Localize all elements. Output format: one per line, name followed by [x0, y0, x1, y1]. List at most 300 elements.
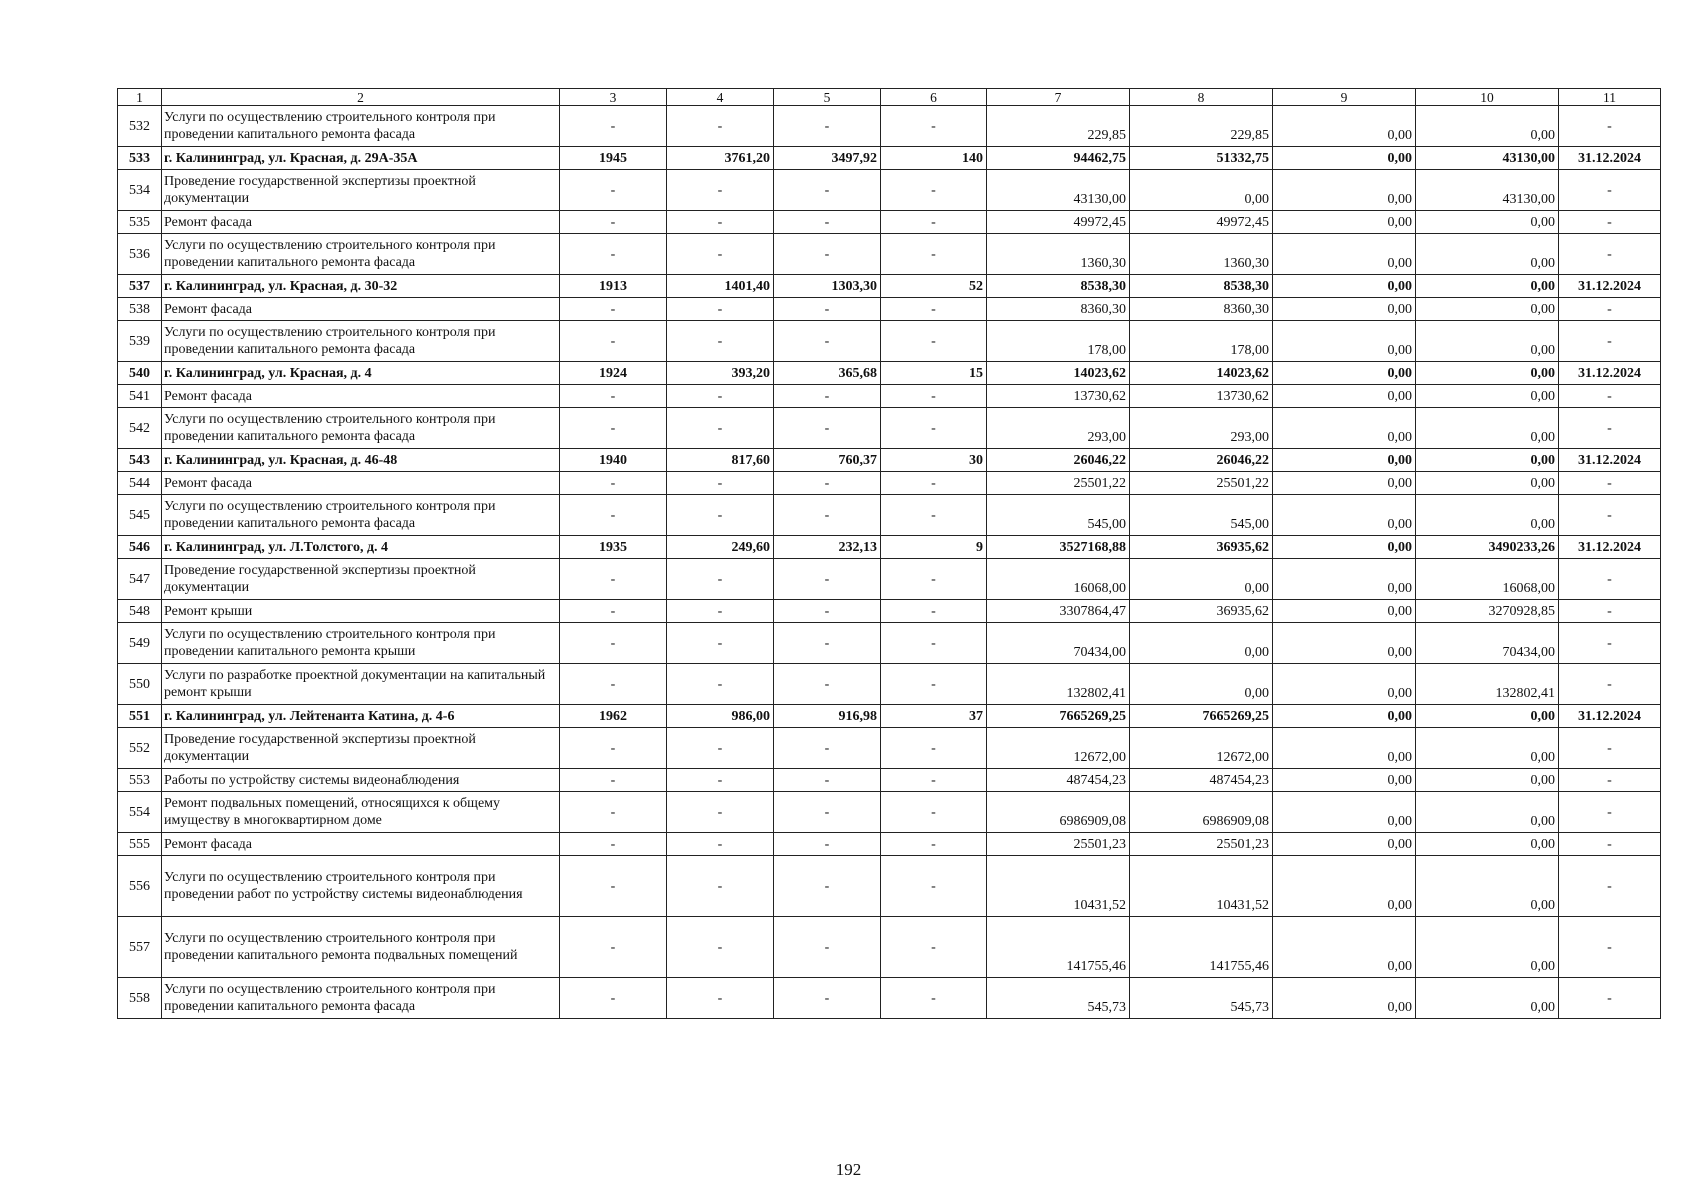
- residents-count-cell: -: [881, 298, 987, 321]
- budget-cost-cell: 0,00: [1273, 917, 1416, 978]
- living-area-cell: -: [774, 600, 881, 623]
- living-area-cell: -: [774, 106, 881, 147]
- work-description-cell: г. Калининград, ул. Л.Толстого, д. 4: [162, 536, 560, 559]
- column-number-header: 6: [881, 89, 987, 106]
- work-description-cell: Ремонт фасада: [162, 833, 560, 856]
- living-area-cell: -: [774, 298, 881, 321]
- build-year-cell: -: [560, 321, 667, 362]
- completion-date-cell: -: [1559, 321, 1661, 362]
- total-cost-cell: 3307864,47: [987, 600, 1130, 623]
- build-year-cell: 1935: [560, 536, 667, 559]
- budget-cost-cell: 0,00: [1273, 792, 1416, 833]
- living-area-cell: 1303,30: [774, 275, 881, 298]
- table-body: [118, 89, 1661, 1019]
- completion-date-cell: 31.12.2024: [1559, 275, 1661, 298]
- column-number-header: 7: [987, 89, 1130, 106]
- row-number-cell: 556: [118, 856, 162, 917]
- table-row: [118, 234, 1661, 275]
- work-description-cell: Услуги по осуществлению строительного контроля при проведении капитального ремонта фасада: [162, 408, 560, 449]
- work-description-cell: Проведение государственной экспертизы проектной документации: [162, 170, 560, 211]
- total-area-cell: 1401,40: [667, 275, 774, 298]
- completion-date-cell: -: [1559, 792, 1661, 833]
- residents-count-cell: -: [881, 385, 987, 408]
- build-year-cell: -: [560, 600, 667, 623]
- residents-count-cell: 15: [881, 362, 987, 385]
- budget-cost-cell: 0,00: [1273, 600, 1416, 623]
- total-cost-cell: 545,73: [987, 978, 1130, 1019]
- fund-cost-cell: 25501,23: [1130, 833, 1273, 856]
- other-cost-cell: 132802,41: [1416, 664, 1559, 705]
- total-cost-cell: 12672,00: [987, 728, 1130, 769]
- total-area-cell: -: [667, 917, 774, 978]
- total-area-cell: -: [667, 385, 774, 408]
- fund-cost-cell: 0,00: [1130, 170, 1273, 211]
- table-row: [118, 495, 1661, 536]
- build-year-cell: -: [560, 833, 667, 856]
- other-cost-cell: 70434,00: [1416, 623, 1559, 664]
- total-cost-cell: 7665269,25: [987, 705, 1130, 728]
- completion-date-cell: -: [1559, 917, 1661, 978]
- total-area-cell: 817,60: [667, 449, 774, 472]
- total-area-cell: -: [667, 623, 774, 664]
- row-number-cell: 542: [118, 408, 162, 449]
- fund-cost-cell: 0,00: [1130, 559, 1273, 600]
- other-cost-cell: 0,00: [1416, 833, 1559, 856]
- budget-cost-cell: 0,00: [1273, 321, 1416, 362]
- work-description-cell: Услуги по осуществлению строительного контроля при проведении капитального ремонта фасада: [162, 234, 560, 275]
- table-row: [118, 833, 1661, 856]
- total-area-cell: -: [667, 170, 774, 211]
- residents-count-cell: 30: [881, 449, 987, 472]
- budget-cost-cell: 0,00: [1273, 856, 1416, 917]
- other-cost-cell: 0,00: [1416, 495, 1559, 536]
- fund-cost-cell: 25501,22: [1130, 472, 1273, 495]
- other-cost-cell: 0,00: [1416, 234, 1559, 275]
- total-cost-cell: 26046,22: [987, 449, 1130, 472]
- capital-repair-table: [117, 88, 1661, 1019]
- living-area-cell: 760,37: [774, 449, 881, 472]
- living-area-cell: -: [774, 856, 881, 917]
- build-year-cell: 1924: [560, 362, 667, 385]
- residents-count-cell: -: [881, 856, 987, 917]
- living-area-cell: -: [774, 495, 881, 536]
- fund-cost-cell: 0,00: [1130, 664, 1273, 705]
- budget-cost-cell: 0,00: [1273, 728, 1416, 769]
- build-year-cell: -: [560, 978, 667, 1019]
- fund-cost-cell: 8538,30: [1130, 275, 1273, 298]
- row-number-cell: 557: [118, 917, 162, 978]
- other-cost-cell: 0,00: [1416, 211, 1559, 234]
- other-cost-cell: 3270928,85: [1416, 600, 1559, 623]
- residents-count-cell: -: [881, 234, 987, 275]
- other-cost-cell: 3490233,26: [1416, 536, 1559, 559]
- total-cost-cell: 70434,00: [987, 623, 1130, 664]
- total-cost-cell: 293,00: [987, 408, 1130, 449]
- total-area-cell: -: [667, 495, 774, 536]
- budget-cost-cell: 0,00: [1273, 495, 1416, 536]
- fund-cost-cell: 6986909,08: [1130, 792, 1273, 833]
- table-row: [118, 559, 1661, 600]
- total-cost-cell: 94462,75: [987, 147, 1130, 170]
- completion-date-cell: 31.12.2024: [1559, 449, 1661, 472]
- living-area-cell: 916,98: [774, 705, 881, 728]
- living-area-cell: -: [774, 385, 881, 408]
- residents-count-cell: -: [881, 728, 987, 769]
- total-cost-cell: 178,00: [987, 321, 1130, 362]
- fund-cost-cell: 36935,62: [1130, 600, 1273, 623]
- row-number-cell: 551: [118, 705, 162, 728]
- residents-count-cell: -: [881, 623, 987, 664]
- row-number-cell: 538: [118, 298, 162, 321]
- row-number-cell: 536: [118, 234, 162, 275]
- row-number-cell: 554: [118, 792, 162, 833]
- living-area-cell: -: [774, 728, 881, 769]
- column-number-header-row: [118, 89, 1661, 106]
- completion-date-cell: -: [1559, 408, 1661, 449]
- completion-date-cell: -: [1559, 833, 1661, 856]
- row-number-cell: 533: [118, 147, 162, 170]
- work-description-cell: Услуги по осуществлению строительного контроля при проведении капитального ремонта крыши: [162, 623, 560, 664]
- column-number-header: 5: [774, 89, 881, 106]
- fund-cost-cell: 545,73: [1130, 978, 1273, 1019]
- completion-date-cell: -: [1559, 495, 1661, 536]
- total-cost-cell: 25501,23: [987, 833, 1130, 856]
- other-cost-cell: 0,00: [1416, 449, 1559, 472]
- residents-count-cell: -: [881, 833, 987, 856]
- completion-date-cell: -: [1559, 856, 1661, 917]
- build-year-cell: -: [560, 559, 667, 600]
- work-description-cell: Ремонт фасада: [162, 472, 560, 495]
- budget-cost-cell: 0,00: [1273, 833, 1416, 856]
- build-year-cell: -: [560, 917, 667, 978]
- other-cost-cell: 16068,00: [1416, 559, 1559, 600]
- row-number-cell: 552: [118, 728, 162, 769]
- row-number-cell: 532: [118, 106, 162, 147]
- fund-cost-cell: 0,00: [1130, 623, 1273, 664]
- living-area-cell: -: [774, 769, 881, 792]
- residents-count-cell: -: [881, 917, 987, 978]
- completion-date-cell: -: [1559, 170, 1661, 211]
- budget-cost-cell: 0,00: [1273, 298, 1416, 321]
- living-area-cell: 232,13: [774, 536, 881, 559]
- total-area-cell: -: [667, 106, 774, 147]
- table-row: [118, 106, 1661, 147]
- fund-cost-cell: 51332,75: [1130, 147, 1273, 170]
- fund-cost-cell: 487454,23: [1130, 769, 1273, 792]
- completion-date-cell: -: [1559, 298, 1661, 321]
- total-cost-cell: 1360,30: [987, 234, 1130, 275]
- completion-date-cell: -: [1559, 978, 1661, 1019]
- completion-date-cell: -: [1559, 234, 1661, 275]
- column-number-header: 2: [162, 89, 560, 106]
- fund-cost-cell: 1360,30: [1130, 234, 1273, 275]
- work-description-cell: Проведение государственной экспертизы проектной документации: [162, 728, 560, 769]
- living-area-cell: -: [774, 978, 881, 1019]
- address-row: [118, 275, 1661, 298]
- residents-count-cell: -: [881, 664, 987, 705]
- residents-count-cell: -: [881, 472, 987, 495]
- table-row: [118, 978, 1661, 1019]
- column-number-header: 11: [1559, 89, 1661, 106]
- row-number-cell: 547: [118, 559, 162, 600]
- living-area-cell: 365,68: [774, 362, 881, 385]
- build-year-cell: 1940: [560, 449, 667, 472]
- work-description-cell: Услуги по разработке проектной документации на капитальный ремонт крыши: [162, 664, 560, 705]
- budget-cost-cell: 0,00: [1273, 385, 1416, 408]
- address-row: [118, 147, 1661, 170]
- row-number-cell: 545: [118, 495, 162, 536]
- work-description-cell: Ремонт фасада: [162, 298, 560, 321]
- budget-cost-cell: 0,00: [1273, 536, 1416, 559]
- residents-count-cell: -: [881, 600, 987, 623]
- address-row: [118, 536, 1661, 559]
- table-row: [118, 321, 1661, 362]
- row-number-cell: 549: [118, 623, 162, 664]
- living-area-cell: -: [774, 792, 881, 833]
- residents-count-cell: 52: [881, 275, 987, 298]
- total-area-cell: -: [667, 769, 774, 792]
- completion-date-cell: 31.12.2024: [1559, 362, 1661, 385]
- completion-date-cell: -: [1559, 211, 1661, 234]
- work-description-cell: Проведение государственной экспертизы проектной документации: [162, 559, 560, 600]
- table-row: [118, 298, 1661, 321]
- work-description-cell: г. Калининград, ул. Красная, д. 30-32: [162, 275, 560, 298]
- row-number-cell: 550: [118, 664, 162, 705]
- other-cost-cell: 0,00: [1416, 769, 1559, 792]
- table-row: [118, 664, 1661, 705]
- residents-count-cell: -: [881, 495, 987, 536]
- residents-count-cell: 9: [881, 536, 987, 559]
- build-year-cell: 1913: [560, 275, 667, 298]
- living-area-cell: -: [774, 321, 881, 362]
- column-number-header: 3: [560, 89, 667, 106]
- column-number-header: 10: [1416, 89, 1559, 106]
- budget-cost-cell: 0,00: [1273, 211, 1416, 234]
- fund-cost-cell: 229,85: [1130, 106, 1273, 147]
- budget-cost-cell: 0,00: [1273, 978, 1416, 1019]
- living-area-cell: -: [774, 664, 881, 705]
- total-area-cell: -: [667, 472, 774, 495]
- build-year-cell: -: [560, 211, 667, 234]
- fund-cost-cell: 13730,62: [1130, 385, 1273, 408]
- budget-cost-cell: 0,00: [1273, 275, 1416, 298]
- work-description-cell: Ремонт подвальных помещений, относящихся к общему имуществу в многоквартирном доме: [162, 792, 560, 833]
- residents-count-cell: 140: [881, 147, 987, 170]
- fund-cost-cell: 8360,30: [1130, 298, 1273, 321]
- total-area-cell: -: [667, 833, 774, 856]
- total-area-cell: 393,20: [667, 362, 774, 385]
- total-cost-cell: 13730,62: [987, 385, 1130, 408]
- total-cost-cell: 141755,46: [987, 917, 1130, 978]
- build-year-cell: -: [560, 408, 667, 449]
- other-cost-cell: 0,00: [1416, 385, 1559, 408]
- build-year-cell: -: [560, 664, 667, 705]
- budget-cost-cell: 0,00: [1273, 106, 1416, 147]
- residents-count-cell: -: [881, 321, 987, 362]
- budget-cost-cell: 0,00: [1273, 769, 1416, 792]
- work-description-cell: Ремонт фасада: [162, 385, 560, 408]
- column-number-header: 1: [118, 89, 162, 106]
- living-area-cell: -: [774, 408, 881, 449]
- total-area-cell: 249,60: [667, 536, 774, 559]
- total-cost-cell: 8360,30: [987, 298, 1130, 321]
- budget-cost-cell: 0,00: [1273, 234, 1416, 275]
- living-area-cell: -: [774, 211, 881, 234]
- completion-date-cell: -: [1559, 728, 1661, 769]
- budget-cost-cell: 0,00: [1273, 449, 1416, 472]
- budget-cost-cell: 0,00: [1273, 472, 1416, 495]
- work-description-cell: г. Калининград, ул. Лейтенанта Катина, д. 4-6: [162, 705, 560, 728]
- other-cost-cell: 0,00: [1416, 275, 1559, 298]
- budget-cost-cell: 0,00: [1273, 147, 1416, 170]
- row-number-cell: 548: [118, 600, 162, 623]
- build-year-cell: -: [560, 298, 667, 321]
- other-cost-cell: 0,00: [1416, 978, 1559, 1019]
- living-area-cell: -: [774, 170, 881, 211]
- residents-count-cell: -: [881, 408, 987, 449]
- table-row: [118, 769, 1661, 792]
- completion-date-cell: -: [1559, 559, 1661, 600]
- row-number-cell: 558: [118, 978, 162, 1019]
- column-number-header: 4: [667, 89, 774, 106]
- row-number-cell: 534: [118, 170, 162, 211]
- other-cost-cell: 0,00: [1416, 792, 1559, 833]
- total-area-cell: -: [667, 978, 774, 1019]
- other-cost-cell: 0,00: [1416, 917, 1559, 978]
- other-cost-cell: 43130,00: [1416, 147, 1559, 170]
- row-number-cell: 540: [118, 362, 162, 385]
- total-area-cell: -: [667, 298, 774, 321]
- row-number-cell: 535: [118, 211, 162, 234]
- fund-cost-cell: 49972,45: [1130, 211, 1273, 234]
- page-number: 192: [835, 1160, 862, 1179]
- total-area-cell: -: [667, 211, 774, 234]
- work-description-cell: Услуги по осуществлению строительного контроля при проведении капитального ремонта подвальных помещений: [162, 917, 560, 978]
- fund-cost-cell: 7665269,25: [1130, 705, 1273, 728]
- budget-cost-cell: 0,00: [1273, 705, 1416, 728]
- work-description-cell: Услуги по осуществлению строительного контроля при проведении капитального ремонта фасада: [162, 106, 560, 147]
- table-row: [118, 600, 1661, 623]
- other-cost-cell: 0,00: [1416, 472, 1559, 495]
- residents-count-cell: 37: [881, 705, 987, 728]
- work-description-cell: Услуги по осуществлению строительного контроля при проведении капитального ремонта фасада: [162, 978, 560, 1019]
- total-cost-cell: 10431,52: [987, 856, 1130, 917]
- build-year-cell: -: [560, 472, 667, 495]
- total-cost-cell: 49972,45: [987, 211, 1130, 234]
- column-number-header: 8: [1130, 89, 1273, 106]
- living-area-cell: -: [774, 833, 881, 856]
- fund-cost-cell: 141755,46: [1130, 917, 1273, 978]
- completion-date-cell: 31.12.2024: [1559, 536, 1661, 559]
- total-area-cell: -: [667, 559, 774, 600]
- other-cost-cell: 0,00: [1416, 408, 1559, 449]
- residents-count-cell: -: [881, 170, 987, 211]
- total-area-cell: 3761,20: [667, 147, 774, 170]
- work-description-cell: г. Калининград, ул. Красная, д. 4: [162, 362, 560, 385]
- living-area-cell: -: [774, 472, 881, 495]
- table-row: [118, 623, 1661, 664]
- build-year-cell: -: [560, 106, 667, 147]
- build-year-cell: -: [560, 856, 667, 917]
- work-description-cell: Работы по устройству системы видеонаблюдения: [162, 769, 560, 792]
- budget-cost-cell: 0,00: [1273, 623, 1416, 664]
- other-cost-cell: 0,00: [1416, 705, 1559, 728]
- residents-count-cell: -: [881, 769, 987, 792]
- total-cost-cell: 16068,00: [987, 559, 1130, 600]
- total-cost-cell: 487454,23: [987, 769, 1130, 792]
- other-cost-cell: 0,00: [1416, 298, 1559, 321]
- other-cost-cell: 0,00: [1416, 362, 1559, 385]
- table-row: [118, 170, 1661, 211]
- row-number-cell: 546: [118, 536, 162, 559]
- fund-cost-cell: 26046,22: [1130, 449, 1273, 472]
- build-year-cell: -: [560, 234, 667, 275]
- build-year-cell: -: [560, 623, 667, 664]
- completion-date-cell: -: [1559, 600, 1661, 623]
- work-description-cell: г. Калининград, ул. Красная, д. 46-48: [162, 449, 560, 472]
- total-cost-cell: 229,85: [987, 106, 1130, 147]
- build-year-cell: -: [560, 495, 667, 536]
- total-cost-cell: 6986909,08: [987, 792, 1130, 833]
- fund-cost-cell: 14023,62: [1130, 362, 1273, 385]
- total-area-cell: -: [667, 664, 774, 705]
- total-cost-cell: 25501,22: [987, 472, 1130, 495]
- living-area-cell: 3497,92: [774, 147, 881, 170]
- work-description-cell: Услуги по осуществлению строительного контроля при проведении работ по устройству системы видеонаблюдения: [162, 856, 560, 917]
- completion-date-cell: -: [1559, 623, 1661, 664]
- total-cost-cell: 3527168,88: [987, 536, 1130, 559]
- living-area-cell: -: [774, 559, 881, 600]
- residents-count-cell: -: [881, 211, 987, 234]
- completion-date-cell: -: [1559, 664, 1661, 705]
- table-row: [118, 728, 1661, 769]
- table-row: [118, 408, 1661, 449]
- budget-cost-cell: 0,00: [1273, 362, 1416, 385]
- budget-cost-cell: 0,00: [1273, 170, 1416, 211]
- row-number-cell: 541: [118, 385, 162, 408]
- other-cost-cell: 0,00: [1416, 321, 1559, 362]
- total-cost-cell: 132802,41: [987, 664, 1130, 705]
- total-area-cell: -: [667, 408, 774, 449]
- budget-cost-cell: 0,00: [1273, 559, 1416, 600]
- budget-cost-cell: 0,00: [1273, 408, 1416, 449]
- build-year-cell: -: [560, 385, 667, 408]
- fund-cost-cell: 10431,52: [1130, 856, 1273, 917]
- other-cost-cell: 0,00: [1416, 106, 1559, 147]
- fund-cost-cell: 36935,62: [1130, 536, 1273, 559]
- residents-count-cell: -: [881, 559, 987, 600]
- fund-cost-cell: 12672,00: [1130, 728, 1273, 769]
- table-row: [118, 917, 1661, 978]
- other-cost-cell: 43130,00: [1416, 170, 1559, 211]
- completion-date-cell: -: [1559, 769, 1661, 792]
- other-cost-cell: 0,00: [1416, 728, 1559, 769]
- fund-cost-cell: 545,00: [1130, 495, 1273, 536]
- build-year-cell: -: [560, 728, 667, 769]
- fund-cost-cell: 178,00: [1130, 321, 1273, 362]
- total-area-cell: -: [667, 600, 774, 623]
- total-area-cell: -: [667, 856, 774, 917]
- row-number-cell: 553: [118, 769, 162, 792]
- row-number-cell: 537: [118, 275, 162, 298]
- budget-cost-cell: 0,00: [1273, 664, 1416, 705]
- residents-count-cell: -: [881, 106, 987, 147]
- build-year-cell: 1962: [560, 705, 667, 728]
- living-area-cell: -: [774, 917, 881, 978]
- table-row: [118, 211, 1661, 234]
- total-area-cell: -: [667, 234, 774, 275]
- total-area-cell: -: [667, 728, 774, 769]
